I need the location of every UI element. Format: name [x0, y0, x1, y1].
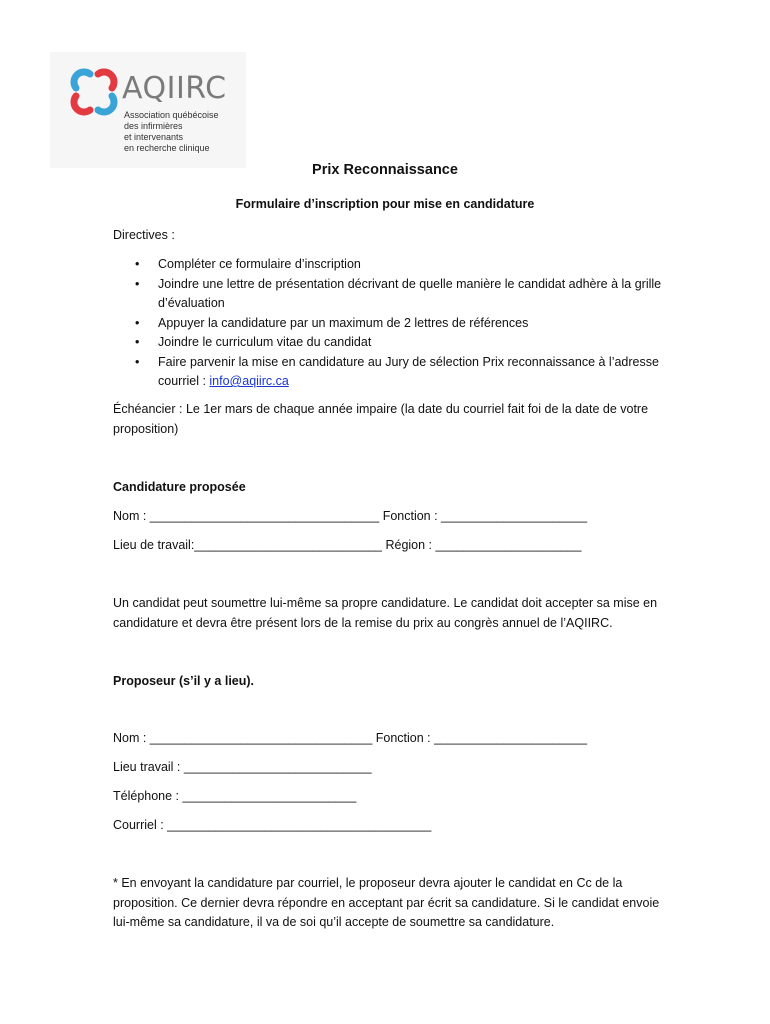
list-item: • Faire parvenir la mise en candidature au Jury de sélection Prix reconnaissance à l’adresse courriel : info@aqiirc.ca [135, 354, 659, 388]
page-subtitle: Formulaire d’inscription pour mise en candidature [235, 197, 535, 211]
directives-list [113, 255, 673, 392]
candidature-heading: Candidature proposée [113, 480, 246, 494]
directives-label: Directives : [113, 228, 175, 242]
proposer-name-function-field[interactable]: Nom : ________________________________ Fonction : ______________________ [113, 731, 588, 745]
proposeur-heading: Proposeur (s’il y a lieu). [113, 674, 255, 688]
page-title: Prix Reconnaissance [312, 162, 458, 178]
aqiirc-logo [50, 52, 246, 168]
proposer-phone-field[interactable]: Téléphone : _________________________ [113, 789, 357, 803]
echeancier-text: Échéancier : Le 1er mars de chaque année impaire (la date du courriel fait foi de la date de votre proposition) [113, 402, 649, 436]
footnote-text: * En envoyant la candidature par courriel, le proposeur devra ajouter le candidat en Cc de la proposition. Ce dernier devra répondre en acceptant par écrit sa candidature. Si le candidat envoie lui-même sa candidature, il va de soi qu’il accepte de soumettre sa candidature. [113, 876, 660, 929]
email-link[interactable]: info@aqiirc.ca [209, 374, 289, 388]
proposer-workplace-field[interactable]: Lieu travail : ___________________________ [113, 760, 372, 774]
aqiirc-logo-mark-icon [70, 68, 118, 116]
proposer-email-field[interactable]: Courriel : ______________________________________ [113, 818, 432, 832]
candidate-workplace-region-field[interactable]: Lieu de travail:___________________________ Région : _____________________ [113, 538, 582, 552]
logo-brand-name: AQIIRC [122, 71, 227, 106]
logo-association-name: Association québécoise des infirmières et intervenants en recherche clinique [124, 110, 219, 153]
candidature-note: Un candidat peut soumettre lui-même sa propre candidature. Le candidat doit accepter sa mise en candidature et devra être présent lors de la remise du prix au congrès annuel de l’AQIIRC. [113, 596, 658, 630]
list-item: • Joindre le curriculum vitae du candidat [135, 335, 372, 349]
list-item: • Appuyer la candidature par un maximum de 2 lettres de références [135, 315, 529, 330]
list-item: • Compléter ce formulaire d’inscription [135, 257, 361, 271]
list-item: • Joindre une lettre de présentation décrivant de quelle manière le candidat adhère à la grille d’évaluation [135, 276, 662, 310]
candidate-name-function-field[interactable]: Nom : _________________________________ Fonction : _____________________ [113, 509, 588, 523]
